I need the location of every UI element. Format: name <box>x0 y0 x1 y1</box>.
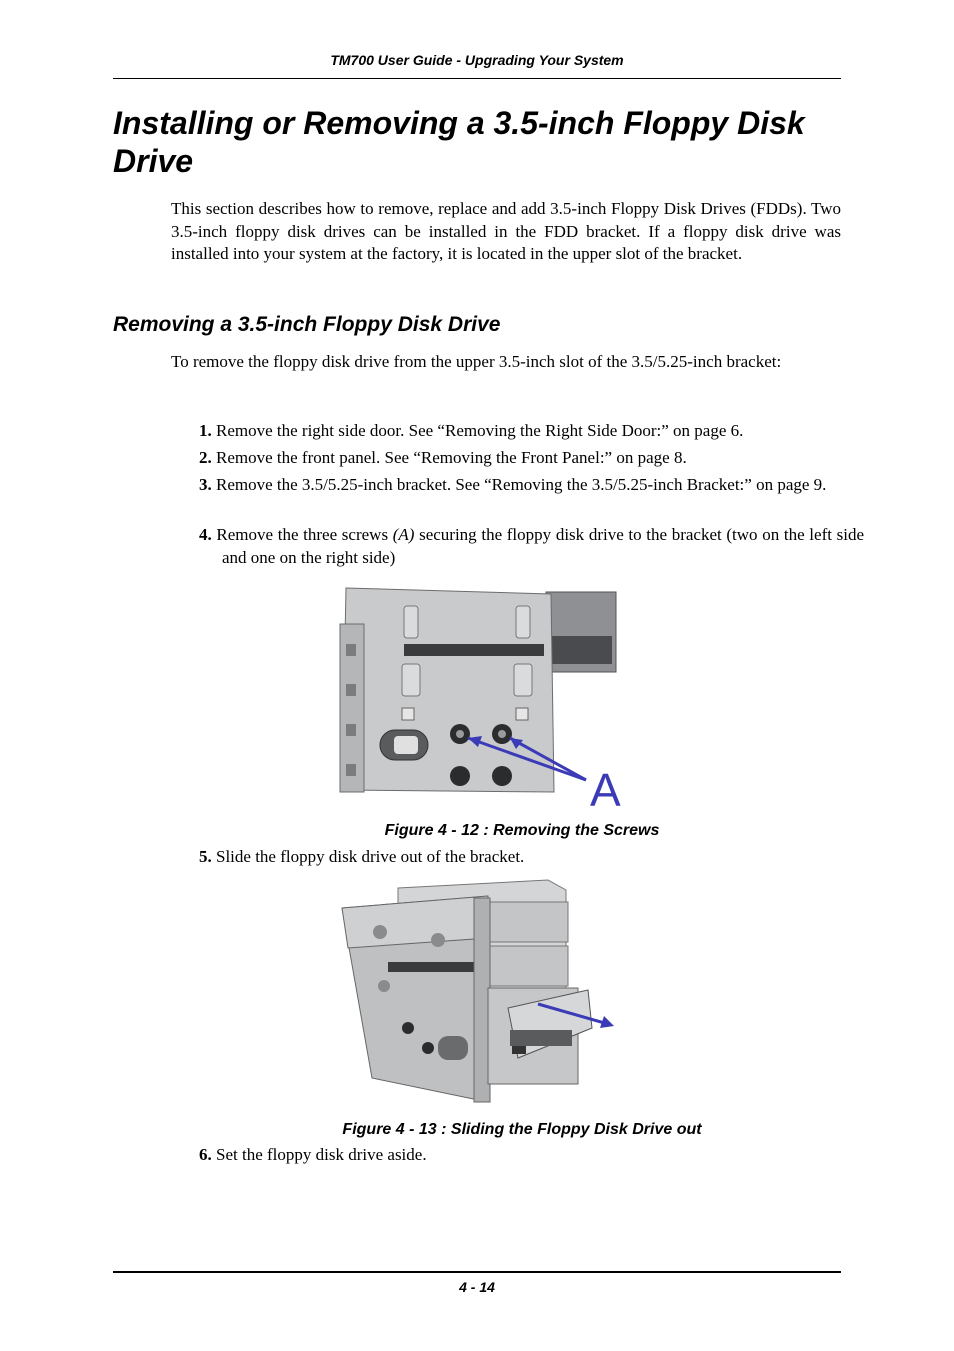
footer-rule <box>113 1271 841 1273</box>
subsection-title: Removing a 3.5-inch Floppy Disk Drive <box>113 313 501 336</box>
callout-a-label: A <box>590 764 621 814</box>
page-number: 4 - 14 <box>459 1279 495 1295</box>
step-4: 4. Remove the three screws (A) securing the floppy disk drive to the bracket (two on the left side and one on the right side) <box>199 525 864 567</box>
step-2: 2. Remove the front panel. See “Removing the Front Panel:” on page 8. <box>199 448 687 467</box>
step-6: 6. Set the floppy disk drive aside. <box>199 1145 427 1164</box>
figure-removing-screws <box>336 584 626 814</box>
header-rule <box>113 78 841 79</box>
figure-caption-1: Figure 4 - 12 : Removing the Screws <box>384 822 660 839</box>
step-1: 1. Remove the right side door. See “Removing the Right Side Door:” on page 6. <box>199 421 744 440</box>
step-3: 3. Remove the 3.5/5.25-inch bracket. See “Removing the 3.5/5.25-inch Bracket:” on page 9. <box>199 475 827 494</box>
intro-paragraph: This section describes how to remove, replace and add 3.5-inch Floppy Disk Drives (FDDs). Two 3.5-inch floppy disk drives can be installed in the FDD bracket. If a floppy disk drive was installed into your system at the factory, it is located in the upper slot of the bracket. <box>171 199 841 263</box>
section-title: Installing or Removing a 3.5-inch Floppy Disk Drive <box>113 105 805 179</box>
lead-paragraph: To remove the floppy disk drive from the upper 3.5-inch slot of the 3.5/5.25-inch bracket: <box>171 352 782 371</box>
step-5: 5. Slide the floppy disk drive out of the bracket. <box>199 847 525 866</box>
figure-sliding-drive <box>338 878 618 1104</box>
page-header: TM700 User Guide - Upgrading Your System <box>330 52 624 68</box>
figure-caption-2: Figure 4 - 13 : Sliding the Floppy Disk Drive out <box>342 1121 702 1138</box>
